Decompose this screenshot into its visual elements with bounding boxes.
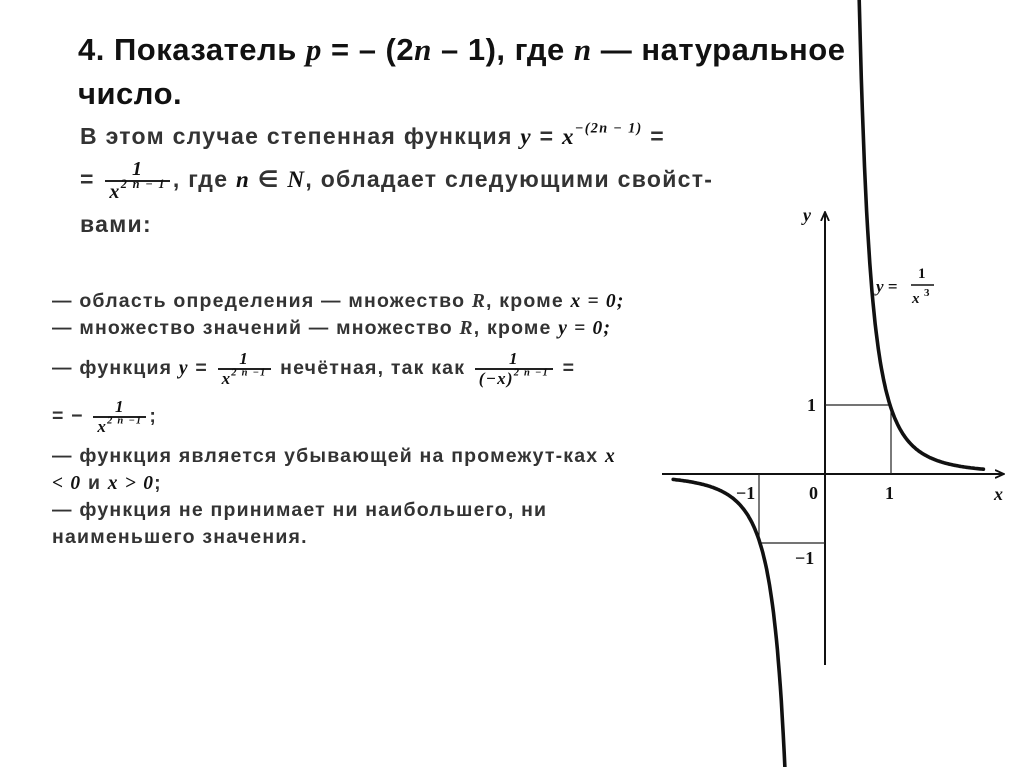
curve-branch-positive <box>856 0 983 469</box>
fraction-2-den-base: (−x) <box>478 368 514 388</box>
intro-exponent: −(2n − 1) <box>574 120 643 137</box>
property-extrema-text: — функция не принимает ни наибольшего, ни наименьшего значения. <box>52 499 548 549</box>
property-decreasing-interval-1: x < 0 <box>52 446 616 495</box>
property-domain-text: — область определения — множество <box>52 290 472 312</box>
heading-formula-rest: – 1), <box>431 32 506 67</box>
property-decreasing-text: — функция является убывающей на промежут-ках <box>52 445 605 468</box>
property-decreasing-end: ; <box>154 472 162 495</box>
property-odd-text: — функция <box>52 357 179 379</box>
property-odd-var-y: y <box>178 358 189 379</box>
fraction-2-num: 1 <box>475 350 553 370</box>
intro-in: ∈ <box>250 166 288 192</box>
curve-branch-negative <box>673 479 790 767</box>
fraction-2-den-exp: 2 n −1 <box>513 367 549 379</box>
heading-where: где <box>505 32 574 67</box>
property-odd-eq: = <box>188 357 215 379</box>
x-axis-label: x <box>994 484 1003 504</box>
intro-eq: = <box>531 123 562 149</box>
property-odd-eq2: = <box>555 357 576 379</box>
curve-label-exp: 3 <box>924 287 930 299</box>
tick-x-positive: 1 <box>885 483 894 503</box>
fraction-1-den-exp: 2 n −1 <box>231 367 267 379</box>
tick-y-negative: −1 <box>795 548 815 568</box>
intro-var-n: n <box>236 167 251 192</box>
heading-number: 4. <box>78 32 105 67</box>
intro-set-N: N <box>287 167 306 192</box>
property-range-set-R: R <box>459 318 474 339</box>
heading-dash-text: — натуральное число. <box>78 32 846 111</box>
property-odd-because: нечётная, так как <box>273 357 472 379</box>
property-decreasing-and: и <box>81 472 108 495</box>
intro-frac-den-exp: 2 n − 1 <box>120 177 166 192</box>
heading-var-n2: n <box>573 32 592 67</box>
fraction-3-num: 1 <box>93 398 146 418</box>
property-decreasing-interval-2: x > 0 <box>107 473 155 495</box>
heading-formula-eq: = – (2 <box>321 32 415 67</box>
intro-var-x: x <box>562 124 575 149</box>
intro-frac-den-base: x <box>109 180 121 203</box>
property-range-text: — множество значений — множество <box>52 317 460 339</box>
fraction-3-den-base: x <box>97 416 108 436</box>
intro-text-3: , обладает следующими свойст-вами: <box>80 166 714 237</box>
fraction-1-num: 1 <box>218 350 271 370</box>
intro-text-2: , где <box>172 166 236 192</box>
y-axis-label: y <box>803 205 811 225</box>
tick-y-positive: 1 <box>807 395 816 415</box>
intro-eq3: = <box>80 166 103 192</box>
fraction-3-den-exp: 2 n −1 <box>107 415 143 427</box>
heading-word: Показатель <box>113 32 297 67</box>
property-domain-set-R: R <box>471 291 487 312</box>
property-domain-except: , кроме <box>486 290 571 312</box>
intro-frac-num: 1 <box>105 159 170 182</box>
property-domain-cond: x = 0; <box>570 291 625 312</box>
curve-label-num: 1 <box>918 266 926 282</box>
curve-label-den: x <box>912 291 920 307</box>
property-odd-end: ; <box>149 404 158 427</box>
fraction-1-den-base: x <box>221 368 232 388</box>
property-range-except: , кроме <box>473 317 559 339</box>
intro-text-1: В этом случае степенная функция <box>80 123 521 149</box>
tick-x-negative: −1 <box>736 483 756 503</box>
heading-var-n: n <box>414 32 432 67</box>
origin-label: 0 <box>809 483 818 503</box>
property-range-cond: y = 0; <box>558 318 612 339</box>
heading-var-p: p <box>305 32 322 67</box>
property-odd-minus: = − <box>52 404 91 427</box>
intro-eq2: = <box>642 123 665 149</box>
intro-var-y: y <box>520 124 532 149</box>
curve-label-y: y = <box>876 277 898 296</box>
